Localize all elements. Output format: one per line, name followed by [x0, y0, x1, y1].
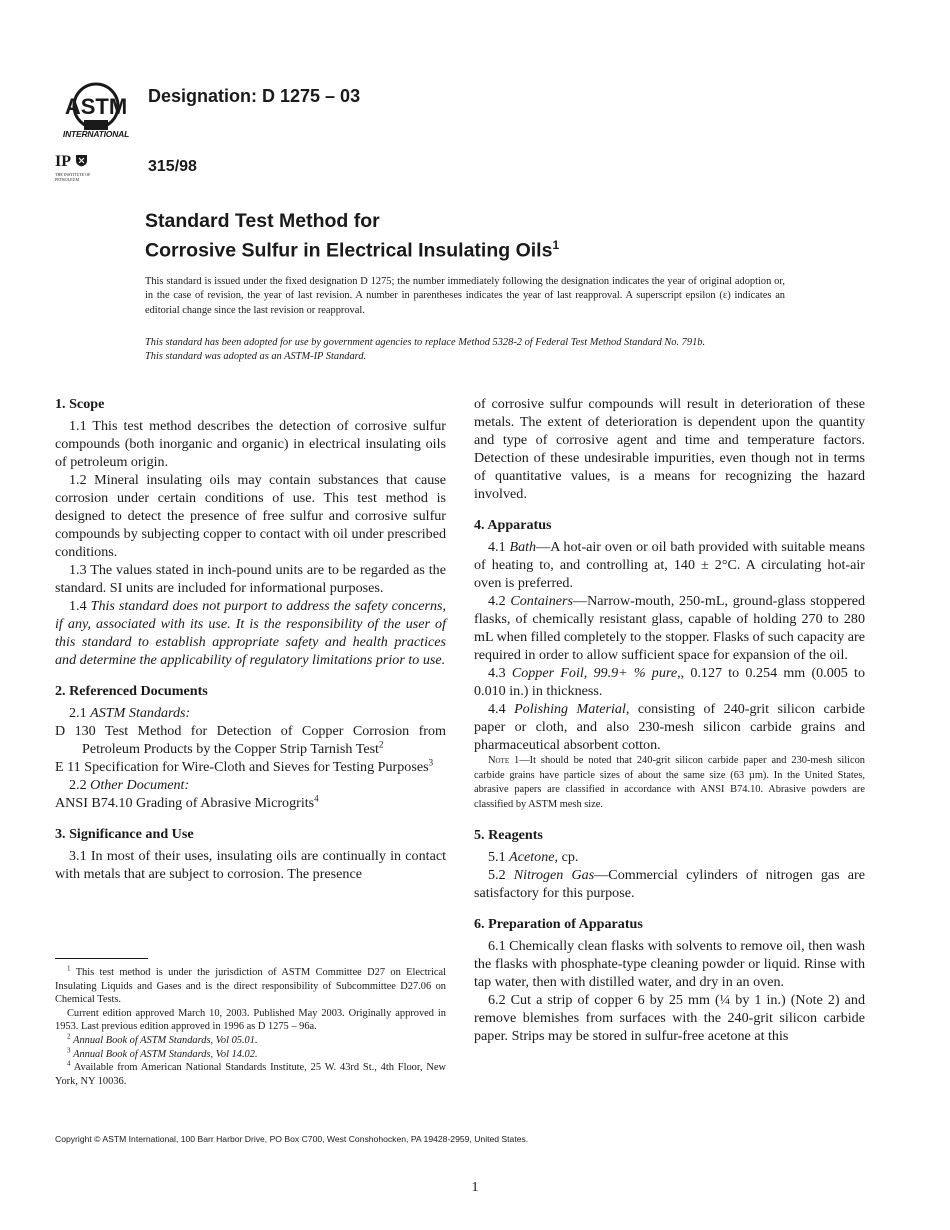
apparatus-4-2	[474, 592, 865, 664]
apparatus-4-2-term: Containers	[510, 593, 573, 609]
footnote-3	[55, 1048, 446, 1062]
footnote-4-text: Available from American National Standards Institute, 25 W. 43rd St., 4th Floor, New York, NY 10036.	[55, 1062, 446, 1087]
footnote-1-mark: 1	[67, 964, 71, 973]
footnote-3-mark: 3	[67, 1046, 71, 1055]
reagents-heading: 5. Reagents	[474, 826, 543, 843]
reagents-5-1	[474, 848, 865, 866]
scope-heading: 1. Scope	[55, 396, 105, 412]
reagents-5-1-text: , cp.	[554, 848, 579, 865]
footnote-4-mark: 4	[67, 1059, 71, 1068]
apparatus-4-1-text: —A hot-air oven or oil bath provided with suitable means of heating to, and controlling at, 140 ± 2°C. A circulating hot-air oven is preferred.	[474, 539, 865, 591]
significance-heading: 3. Significance and Use	[55, 826, 194, 842]
scope-1-3: 1.3 The values stated in inch-pound units are to be regarded as the standard. SI units are included for informational purposes.	[55, 562, 446, 596]
ref-d130-fn: 2	[378, 739, 384, 750]
right-column	[474, 395, 865, 1045]
ip-logo-text: IP	[55, 153, 71, 170]
scope-1-4-num: 1.4	[69, 598, 91, 614]
apparatus-4-3	[474, 664, 865, 700]
footnote-2	[55, 1034, 446, 1048]
astm-logo-text: INTERNATIONAL	[62, 129, 130, 139]
footnote-4	[55, 1061, 446, 1088]
note-1	[474, 754, 865, 813]
ref-e11	[55, 758, 446, 776]
apparatus-4-4-term: Polishing Material	[514, 701, 626, 717]
title-line-2-text: Corrosive Sulfur in Electrical Insulating Oils	[145, 239, 553, 262]
apparatus-4-3-term: Copper Foil, 99.9+ % pure,	[511, 665, 681, 681]
ref-ansi-fn: 4	[314, 793, 319, 804]
significance-3-1-part1: 3.1 In most of their uses, insulating oils are continually in contact with metals that are subject to corrosion. The presence	[55, 848, 446, 882]
left-column	[55, 395, 446, 883]
referenced-2-2-num: 2.2	[69, 777, 91, 793]
scope-1-1: 1.1 This test method describes the detection of corrosive sulfur compounds (both inorganic and organic) in electrical insulating oils of petroleum origin.	[55, 418, 446, 470]
ip-caption: THE INSTITUTE OF PETROLEUM	[55, 172, 91, 182]
designation: Designation: D 1275 – 03	[148, 86, 361, 106]
preparation-heading: 6. Preparation of Apparatus	[474, 915, 643, 932]
apparatus-4-3-num: 4.3	[488, 665, 512, 681]
title-footnote-mark: 1	[552, 238, 560, 252]
scope-1-4-text: This standard does not purport to address the safety concerns, if any, associated with its use. It is the responsibility of the user of this standard to establish appropriate safety and health practices and determine the applicability of regulatory limitations prior to use.	[55, 598, 447, 668]
apparatus-4-2-num: 4.2	[488, 593, 511, 609]
preparation-6-2: 6.2 Cut a strip of copper 6 by 25 mm (¼ by 1 in.) (Note 2) and remove blemishes from surfaces with the 240-grit silicon carbide paper. Strips may be stored in sulfur-free acetone at this	[474, 991, 865, 1044]
apparatus-4-1	[474, 538, 865, 592]
ref-e11-fn: 3	[428, 757, 434, 768]
ref-ansi	[55, 794, 446, 812]
reagents-5-1-num: 5.1	[488, 848, 510, 865]
footnote-1	[55, 966, 446, 1007]
reagents-5-2-num: 5.2	[488, 866, 514, 883]
copyright: Copyright © ASTM International, 100 Barr Harbor Drive, PO Box C700, West Conshohocken, PA 19428-2959, United States.	[55, 1134, 529, 1144]
apparatus-4-3-text: , 0.127 to 0.254 mm (0.005 to 0.010 in.) in thickness.	[474, 665, 866, 699]
adoption-note	[145, 336, 785, 365]
svg-text:ASTM: ASTM	[64, 94, 128, 119]
ref-d130-text: D 130 Test Method for Detection of Copper Corrosion from Petroleum Products by the Copper Strip Tarnish Test	[55, 723, 446, 757]
scope-1-2: 1.2 Mineral insulating oils may contain substances that cause corrosion under certain conditions of use. This test method is designed to detect the presence of free sulfur and corrosive sulfur compounds by subjecting copper to contact with oil under prescribed conditions.	[55, 472, 446, 560]
referenced-2-1	[55, 704, 446, 722]
apparatus-heading: 4. Apparatus	[474, 517, 552, 533]
ip-number: 315/98	[148, 158, 197, 175]
footnote-2-text: Annual Book of ASTM Standards, Vol 05.01.	[73, 1034, 258, 1046]
page-title	[145, 209, 559, 263]
apparatus-4-2-text: —Narrow-mouth, 250-mL, ground-glass stoppered flasks, of chemically resistant glass, capable of holding 270 to 280 mL when filled completely to the stopper. Flasks of such capacity are required in order to allow sufficient space for expansion of the oil.	[474, 593, 865, 663]
ref-ansi-text: ANSI B74.10 Grading of Abrasive Microgrits	[55, 795, 315, 811]
adoption-note-line-2: This standard was adopted as an ASTM-IP Standard.	[145, 351, 367, 363]
ip-logo	[55, 153, 95, 169]
footnote-3-text: Annual Book of ASTM Standards, Vol 14.02.	[73, 1048, 258, 1060]
apparatus-4-4	[474, 700, 865, 754]
issue-note: This standard is issued under the fixed designation D 1275; the number immediately following the designation indicates the year of original adoption or, in the case of revision, the year of last revision. A number in parentheses indicates the year of last reapproval. A superscript epsilon (ε) indicates an editorial change since the last revision or reapproval.	[145, 276, 785, 316]
referenced-2-1-num: 2.1	[69, 705, 91, 721]
preparation-6-1: 6.1 Chemically clean flasks with solvents to remove oil, then wash the flasks with phosphate-type cleaning powder or liquid. Rinse with tap water, then with distilled water, and dry in an oven.	[474, 937, 865, 990]
footnote-2-mark: 2	[67, 1032, 71, 1041]
referenced-2-2	[55, 776, 446, 794]
page-number: 1	[471, 1180, 479, 1195]
note-1-text: —It should be noted that 240-grit silicon carbide paper and 230-mesh silicon carbide grains have particle sizes of about the same size (63 µm). In the United States, abrasive papers are classified in accordance with ANSI B74.10. Abrasive powders are classified by ASTM mesh size.	[474, 755, 866, 811]
reagents-5-2-text: —Commercial cylinders of nitrogen gas are satisfactory for this purpose.	[474, 866, 865, 901]
title-line-1: Standard Test Method for	[145, 210, 380, 232]
referenced-2-1-title: ASTM Standards:	[90, 705, 191, 721]
reagents-5-1-term: Acetone	[509, 848, 555, 865]
title-line-2	[145, 233, 559, 263]
apparatus-4-4-num: 4.4	[488, 701, 515, 717]
apparatus-4-4-text: , consisting of 240-grit silicon carbide paper or cloth, and also 230-mesh silicon carbide grains and pharmaceutical absorbent cotton.	[474, 701, 866, 753]
ip-shield-icon	[75, 154, 88, 167]
apparatus-4-1-term: Bath	[509, 539, 537, 555]
referenced-heading: 2. Referenced Documents	[55, 683, 208, 699]
reagents-5-2-term: Nitrogen Gas	[513, 866, 595, 883]
reagents-5-2	[474, 866, 865, 902]
significance-3-1-part2: of corrosive sulfur compounds will result in deterioration of these metals. The extent of deterioration is dependent upon the quantity and type of corrosive agent and time and temperature factors. Detection of these undesirable impurities, even though not in terms of quantitative values, is a means for recognizing the hazard involved.	[474, 396, 865, 502]
ref-d130	[55, 722, 446, 758]
footnote-rule	[55, 958, 148, 959]
note-1-label: Note 1	[488, 755, 520, 766]
footnote-1-text: This test method is under the jurisdiction of ASTM Committee D27 on Electrical Insulating Liquids and Gases and is the direct responsibility of Subcommittee D27.06 on Chemical Tests.	[55, 967, 446, 1006]
adoption-note-line-1: This standard has been adopted for use by government agencies to replace Method 5328-2 of Federal Test Method Standard No. 791b.	[145, 337, 706, 348]
scope-1-4	[55, 597, 446, 669]
footnote-1b: Current edition approved March 10, 2003. Published May 2003. Originally approved in 1953. Last previous edition approved in 1996 as D 1275 – 96a.	[55, 1007, 446, 1033]
apparatus-4-1-num: 4.1	[488, 539, 510, 555]
footnotes	[55, 966, 446, 1088]
ref-e11-text: E 11 Specification for Wire-Cloth and Sieves for Testing Purposes	[55, 759, 429, 775]
referenced-2-2-title: Other Document:	[90, 777, 190, 793]
